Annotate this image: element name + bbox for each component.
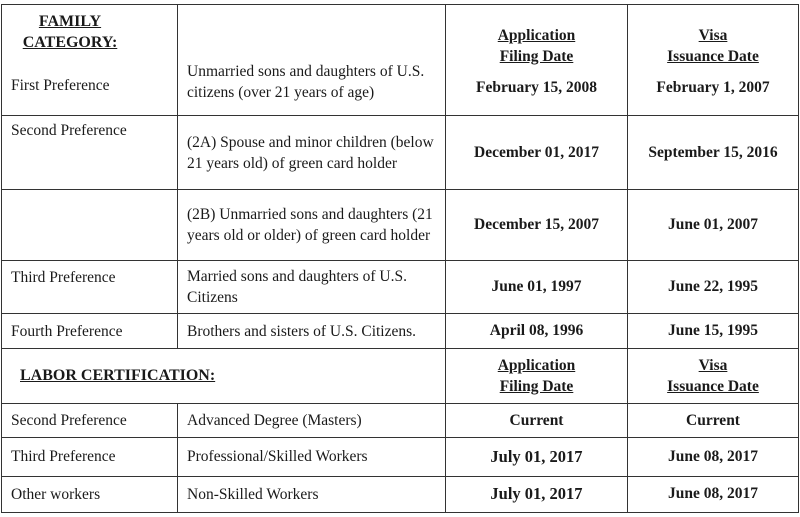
description-cell [178,190,446,261]
filing-date-cell [446,404,628,438]
description-text: Unmarried sons and daughters of U.S. citizens (over 21 years of age) [187,63,425,101]
filing-header-line2: Filing Date [499,377,574,395]
issuance-date-value: September 15, 2016 [648,143,778,161]
description-cell [178,476,446,512]
category-cell [2,115,178,190]
filing-date-cell [446,476,628,512]
filing-date-value: June 01, 1997 [491,278,582,296]
issuance-header-line2: Issuance Date [667,377,759,395]
labor-certification-cell [2,348,446,403]
category-cell [2,476,178,512]
section-header-row [2,348,799,403]
family-title-line1: FAMILY [38,13,102,30]
description-text: Advanced Degree (Masters) [187,412,362,430]
issuance-date-value: June 08, 2017 [668,485,758,503]
description-text: Married sons and daughters of U.S. Citizens [187,268,407,307]
issuance-date-cell [628,314,799,348]
table-row [2,115,799,190]
issuance-header-line1: Visa [698,27,728,44]
issuance-date-cell [628,404,799,438]
description-cell [178,260,446,313]
filing-date-header [446,25,627,67]
description-text: (2A) Spouse and minor children (below 21 years old) of green card holder [187,133,434,172]
table-row [2,5,799,116]
issuance-date-cell [628,438,799,476]
table-row [2,438,799,476]
family-title-line2: CATEGORY: [22,34,118,51]
issuance-date-cell [628,260,799,313]
filing-date-cell [446,5,628,116]
filing-date-value: July 01, 2017 [490,484,583,504]
table-row [2,190,799,261]
table-row [2,404,799,438]
filing-date-value: February 15, 2008 [476,79,597,96]
category-label: Third Preference [11,448,116,466]
issuance-date-value: June 01, 2007 [668,216,758,234]
category-cell [2,404,178,438]
issuance-date-value: February 1, 2007 [656,79,770,96]
filing-date-cell [446,438,628,476]
category-label: First Preference [11,77,110,94]
issuance-header-line1: Visa [698,356,728,374]
labor-certification-title: LABOR CERTIFICATION: [20,367,216,385]
category-label: Third Preference [11,268,116,286]
category-label: Second Preference [11,412,127,430]
description-cell [178,115,446,190]
issuance-date-value: Current [686,411,740,429]
table-row [2,476,799,512]
description-text: Brothers and sisters of U.S. Citizens. [187,322,417,340]
table-row [2,314,799,348]
filing-header-line2: Filing Date [499,48,574,65]
filing-date-value: April 08, 1996 [489,322,584,340]
table-row [2,260,799,313]
visa-bulletin-table [1,4,799,513]
description-cell [178,404,446,438]
description-cell [178,438,446,476]
issuance-date-cell [628,190,799,261]
issuance-date-cell [628,476,799,512]
description-text: Non-Skilled Workers [187,485,319,503]
description-cell [178,5,446,116]
issuance-date-cell [628,115,799,190]
filing-date-value: December 15, 2007 [474,216,599,234]
issuance-date-cell [628,5,799,116]
filing-header-line1: Application [497,356,576,374]
filing-date-header [446,348,628,403]
filing-date-cell [446,314,628,348]
filing-date-cell [446,190,628,261]
issuance-date-value: June 08, 2017 [668,447,758,465]
family-category-cell [2,5,178,116]
issuance-date-value: June 22, 1995 [668,278,758,296]
issuance-date-value: June 15, 1995 [668,322,758,340]
family-category-title [11,11,129,53]
description-cell [178,314,446,348]
issuance-header-line2: Issuance Date [667,48,759,65]
category-cell [2,438,178,476]
category-label: Second Preference [11,121,127,139]
description-text: Professional/Skilled Workers [187,448,368,466]
filing-date-value: July 01, 2017 [490,446,583,466]
category-cell [2,190,178,261]
filing-header-line1: Application [497,27,576,44]
filing-date-cell [446,115,628,190]
filing-date-value: Current [509,411,564,429]
issuance-date-header [628,25,798,67]
description-text: (2B) Unmarried sons and daughters (21 years old or older) of green card holder [187,206,433,245]
filing-date-value: December 01, 2017 [474,143,599,161]
category-cell [2,260,178,313]
category-label: Fourth Preference [11,322,123,340]
category-label: Other workers [11,485,101,503]
issuance-date-header [628,348,799,403]
category-cell [2,314,178,348]
filing-date-cell [446,260,628,313]
